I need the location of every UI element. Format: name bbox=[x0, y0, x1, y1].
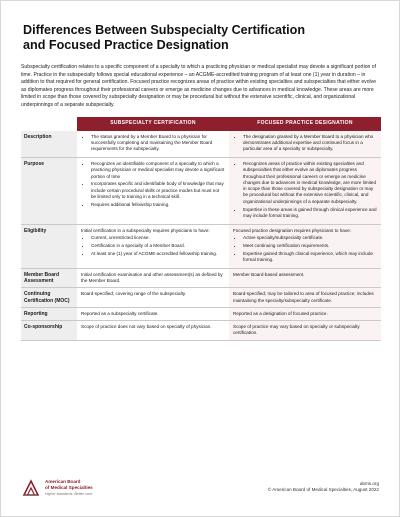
header-blank-cell bbox=[21, 117, 77, 131]
row-label-eligibility: Eligibility bbox=[21, 224, 77, 268]
table-row-purpose bbox=[21, 157, 381, 224]
footer-right bbox=[268, 481, 379, 494]
row-label-description: Description bbox=[21, 131, 77, 158]
row-label-purpose: Purpose bbox=[21, 157, 77, 224]
title-line-1: Differences Between Subspecialty Certification bbox=[23, 23, 306, 37]
list-item: • Requires additional fellowship training. bbox=[91, 202, 225, 208]
eligibility-focused-list bbox=[233, 235, 377, 263]
abms-logo[interactable] bbox=[21, 477, 171, 503]
row-label-cosponsorship: Co-sponsorship bbox=[21, 321, 77, 341]
abms-logo-mark-icon bbox=[21, 478, 41, 498]
eligibility-subspecialty-lead: Initial certification in a subspecialty requires physicians to have: bbox=[81, 227, 210, 233]
assessment-focused-cell: Member Board-based assessment. bbox=[229, 268, 381, 288]
eligibility-focused-cell bbox=[229, 224, 381, 268]
reporting-focused-cell: Reported as a designation of focused practice. bbox=[229, 307, 381, 320]
list-item: • Meet continuing certification requirements. bbox=[243, 243, 377, 249]
purpose-focused-cell bbox=[229, 157, 381, 224]
table-row-eligibility bbox=[21, 224, 381, 268]
table-row-assessment bbox=[21, 268, 381, 288]
purpose-subspecialty-list bbox=[81, 161, 225, 208]
eligibility-focused-lead: Focused practice designation requires physicians to have: bbox=[233, 227, 351, 233]
row-label-moc: Continuing Certification (MOC) bbox=[21, 288, 77, 308]
table-header-row bbox=[21, 117, 381, 131]
list-item: • The designation granted by a Member Board to a physician who demonstrates additional expertise and continued focus in a particular area of a specialty or subspecialty. bbox=[243, 134, 377, 153]
cosponsorship-subspecialty-cell: Scope of practice does not vary based on specialty of physician. bbox=[77, 321, 229, 341]
table-row-reporting bbox=[21, 307, 381, 320]
header-subspecialty: SUBSPECIALTY CERTIFICATION bbox=[77, 117, 229, 131]
table-row-description bbox=[21, 131, 381, 158]
description-subspecialty-list bbox=[81, 134, 225, 153]
purpose-subspecialty-cell bbox=[77, 157, 229, 224]
cosponsorship-focused-cell: Scope of practice may vary based on specialty or subspecialty certification. bbox=[229, 321, 381, 341]
list-item: • Recognizes an identifiable component of a specialty to which a practicing physician or medical specialist may devote a significant portion of time bbox=[91, 161, 225, 180]
reporting-subspecialty-cell: Reported as a subspecialty certificate. bbox=[77, 307, 229, 320]
header-focused-practice: FOCUSED PRACTICE DESIGNATION bbox=[229, 117, 381, 131]
footer-url[interactable]: abms.org bbox=[359, 481, 379, 486]
assessment-subspecialty-cell: Initial certification examination and other assessment(s) as defined by the Member Board. bbox=[77, 268, 229, 288]
eligibility-subspecialty-list bbox=[81, 235, 225, 257]
table-row-moc bbox=[21, 288, 381, 308]
footer-copyright: © American Board of Medical Specialties, August 2022 bbox=[267, 487, 379, 493]
footer bbox=[21, 477, 379, 503]
title-line-2: and Focused Practice Designation bbox=[23, 38, 229, 52]
moc-focused-cell: Board-specified; may be tailored to area of focused practice; includes maintaining the specialty/subspecialty certificate. bbox=[229, 288, 381, 308]
description-subspecialty-cell bbox=[77, 131, 229, 158]
list-item: • Certification in a specialty of a Member Board. bbox=[91, 243, 225, 249]
list-item: • Active specialty/subspecialty certificate. bbox=[243, 235, 377, 241]
logo-line-1: American Board bbox=[45, 479, 81, 484]
row-label-assessment: Member Board Assessment bbox=[21, 268, 77, 288]
page-title bbox=[23, 23, 379, 53]
description-focused-list bbox=[233, 134, 377, 153]
purpose-focused-list bbox=[233, 161, 377, 219]
logo-tagline: Higher standards. Better care. bbox=[45, 492, 93, 496]
table-row-cosponsorship bbox=[21, 321, 381, 341]
intro-paragraph: Subspecialty certification relates to a specific component of a specialty to which a practicing physician or medical specialist may devote a significant portion of time. Practice in the subspecialty follows special educational experience – an ACGME-accredited training program of at least one (1) year in duration – in addition to that required for general certification. Focused practice recognizes areas of practice within existing specialties and subspecialties that either evolve as diplomates progress throughout their professional careers or emerge as medicine changes due to advances in medical knowledge. These areas are more limited in scope than those covered by subspecialty designation or may be procedural but without the extensive scientific, clinical, and organizational underpinnings of a separate subspecialty. bbox=[21, 64, 377, 108]
moc-subspecialty-cell: Board-specified; covering range of the subspecialty. bbox=[77, 288, 229, 308]
row-label-reporting: Reporting bbox=[21, 307, 77, 320]
list-item: • Expertise in these areas is gained through clinical experience and may include formal training. bbox=[243, 207, 377, 220]
description-focused-cell bbox=[229, 131, 381, 158]
list-item: • The status granted by a Member Board to a physician for successfully completing and maintaining the Member Board requirements for the subspecialty. bbox=[91, 134, 225, 153]
logo-name bbox=[45, 479, 93, 490]
logo-line-2: of Medical Specialties bbox=[45, 484, 93, 490]
list-item: • Current, unrestricted license. bbox=[91, 235, 225, 241]
list-item: • At least one (1) year of ACGME-accredited fellowship training. bbox=[91, 251, 225, 257]
list-item: • Incorporates specific and identifiable body of knowledge that may include certain procedural skills or practice modes but must not be limited only to training in a technical skill. bbox=[91, 181, 225, 200]
eligibility-subspecialty-cell bbox=[77, 224, 229, 268]
list-item: • Expertise gained through clinical experience, which may include formal training. bbox=[243, 251, 377, 264]
comparison-table bbox=[21, 117, 381, 341]
list-item: • Recognizes areas of practice within existing specialties and subspecialties that either evolve as diplomates progress throughout their professional careers or emerge as medicine changes due to advances in medical knowledge, are more limited in scope than those covered by subspecialty designation or may be procedural but without the extensive scientific, clinical, and organizational underpinnings of a separate subspecialty. bbox=[243, 161, 377, 205]
